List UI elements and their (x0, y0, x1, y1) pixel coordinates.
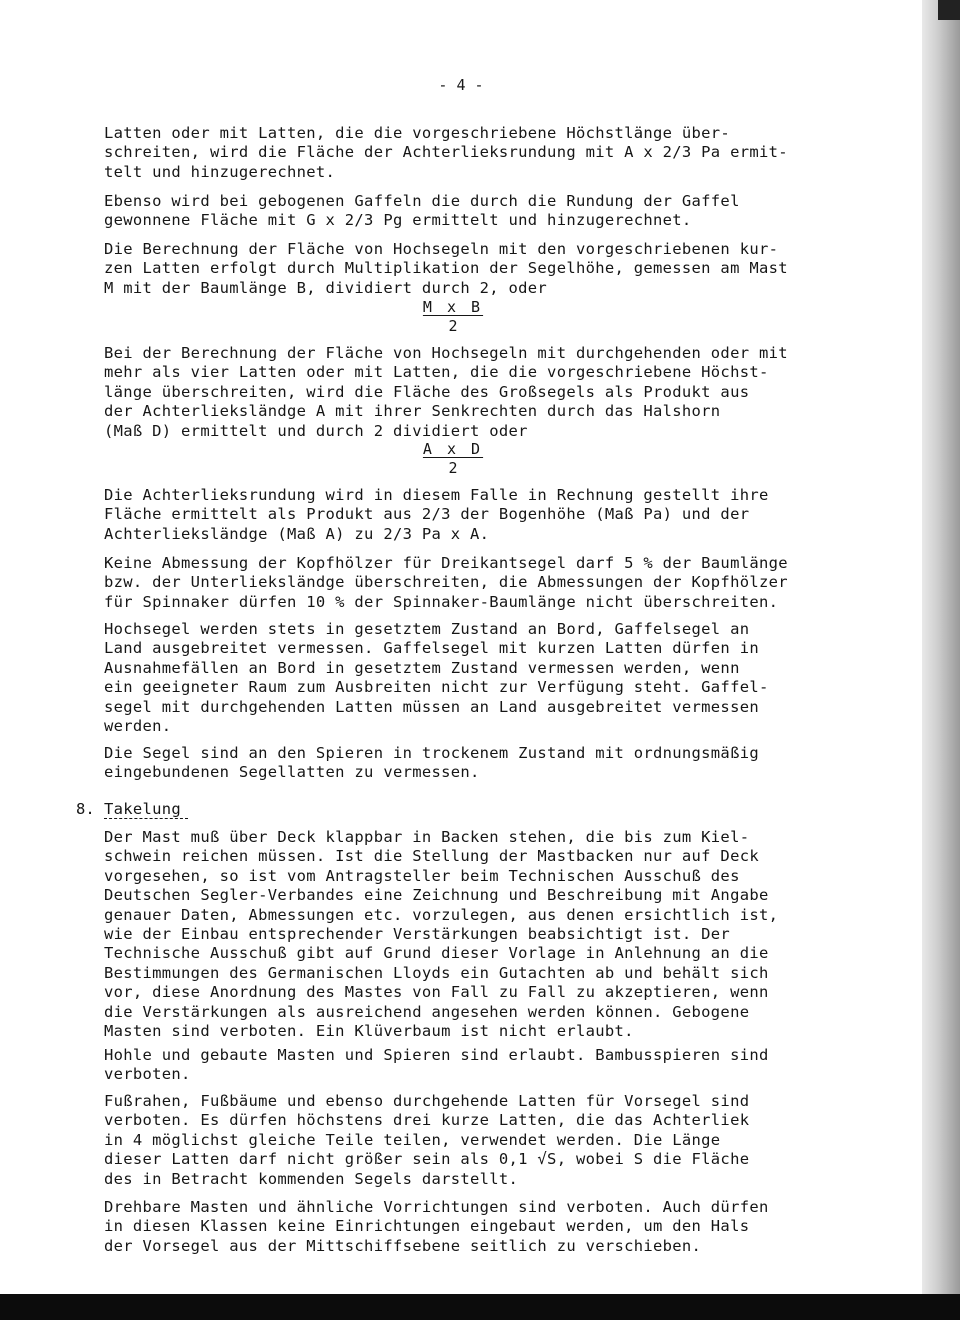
paragraph-hinzurechnung: Latten oder mit Latten, die die vorgeschriebene Höchstlänge über- schreiten, wird die Fläche der Achterlieksrundung mit A x 2/3 Pa ermit- telt und hinzugerechnet. (104, 124, 788, 181)
formula-numerator: A x D (422, 440, 484, 458)
formula-m-x-b (422, 298, 484, 335)
paragraph-masten-spieren: Hohle und gebaute Masten und Spieren sind erlaubt. Bambusspieren sind verboten. (104, 1046, 769, 1084)
paragraph-drehbare-masten: Drehbare Masten und ähnliche Vorrichtungen sind verboten. Auch dürfen in diesen Klassen keine Einrichtungen eingebaut werden, um den Hals der Vorsegel aus der Mittschiffsebene seitlich zu verschieben. (104, 1198, 769, 1255)
paragraph-mast: Der Mast muß über Deck klappbar in Backen stehen, die bis zum Kiel- schwein reichen müssen. Ist die Stellung der Mastbacken nur auf Deck vorgesehen, so ist vom Antragsteller beim Technischen Ausschuß des Deutschen Segler-Verbandes eine Zeichnung und Beschreibung mit Angabe genauer Daten, Abmessungen etc. vorzulegen, aus denen ersichtlich ist, wie der Einbau entsprechender Verstärkungen beabsichtigt ist. Der Technische Ausschuß gibt auf Grund dieser Vorlage in Anlehnung an die Bestimmungen des Germanischen Lloyds ein Gutachten ab und behält sich vor, diese Anordnung des Mastes von Fall zu Fall zu akzeptieren, wenn die Verstärkungen als ausreichend angesehen werden können. Gebogene Masten sind verboten. Ein Klüverbaum ist nicht erlaubt. (104, 828, 779, 1041)
paragraph-vermessung: Hochsegel werden stets in gesetztem Zustand an Bord, Gaffelsegel an Land ausgebreitet vermessen. Gaffelsegel mit kurzen Latten dürfen in Ausnahmefällen an Bord in gesetztem Zustand vermessen werden, wenn ein geeigneter Raum zum Ausbreiten nicht zur Verfügung steht. Gaffel- segel mit durchgehenden Latten müssen an Land ausgebreitet vermessen werden. (104, 620, 769, 736)
paragraph-hochsegel-kurze-latten: Die Berechnung der Fläche von Hochsegeln mit den vorgeschriebenen kur- zen Latten erfolgt durch Multiplikation der Segelhöhe, gemessen am Mast M mit der Baumlänge B, dividiert durch 2, oder (104, 240, 788, 297)
paragraph-achterlieksrundung: Die Achterlieksrundung wird in diesem Falle in Rechnung gestellt ihre Fläche ermittelt als Produkt aus 2/3 der Bogenhöhe (Maß Pa) und der Achterlieksländge (Maß A) zu 2/3 Pa x A. (104, 486, 769, 543)
page-edge-shadow (922, 0, 960, 1300)
paragraph-segel-trocken: Die Segel sind an den Spieren in trockenem Zustand mit ordnungsmäßig eingebundenen Segellatten zu vermessen. (104, 744, 759, 782)
paragraph-hochsegel-durchgehend: Bei der Berechnung der Fläche von Hochsegeln mit durchgehenden oder mit mehr als vier Latten oder mit Latten, die die vorgeschriebene Höchst- länge überschreiten, wird die Fläche des Großsegels als Produkt aus der Achterlieksländge A mit ihrer Senkrechten durch das Halshorn (Maß D) ermittelt und durch 2 dividiert oder (104, 344, 788, 440)
section-heading: Takelung (104, 800, 182, 818)
formula-numerator: M x B (422, 298, 484, 316)
formula-denominator: 2 (448, 459, 458, 477)
scan-corner-mark (938, 0, 960, 20)
page-number: - 4 - (438, 76, 484, 94)
paragraph-vorsegel-latten: Fußrahen, Fußbäume und ebenso durchgehende Latten für Vorsegel sind verboten. Es dürfen höchstens drei kurze Latten, die das Achterliek in 4 möglichst gleiche Teile teilen, verwendet werden. Die Länge dieser Latten darf nicht größer sein als 0,1 √S, wobei S die Fläche des in Betracht kommenden Segels darstellt. (104, 1092, 750, 1188)
section-number: 8. (76, 800, 95, 818)
section-heading-underline (104, 818, 188, 819)
formula-a-x-d (422, 440, 484, 477)
formula-denominator: 2 (448, 317, 458, 335)
paragraph-gaffeln: Ebenso wird bei gebogenen Gaffeln die durch die Rundung der Gaffel gewonnene Fläche mit G x 2/3 Pg ermittelt und hinzugerechnet. (104, 192, 740, 230)
paragraph-kopfhoelzer: Keine Abmessung der Kopfhölzer für Dreikantsegel darf 5 % der Baumlänge bzw. der Unterlieksländge überschreiten, die Abmessungen der Kopfhölzer für Spinnaker dürfen 10 % der Spinnaker-Baumlänge nicht überschreiten. (104, 554, 788, 611)
scan-bottom-border (0, 1294, 960, 1320)
